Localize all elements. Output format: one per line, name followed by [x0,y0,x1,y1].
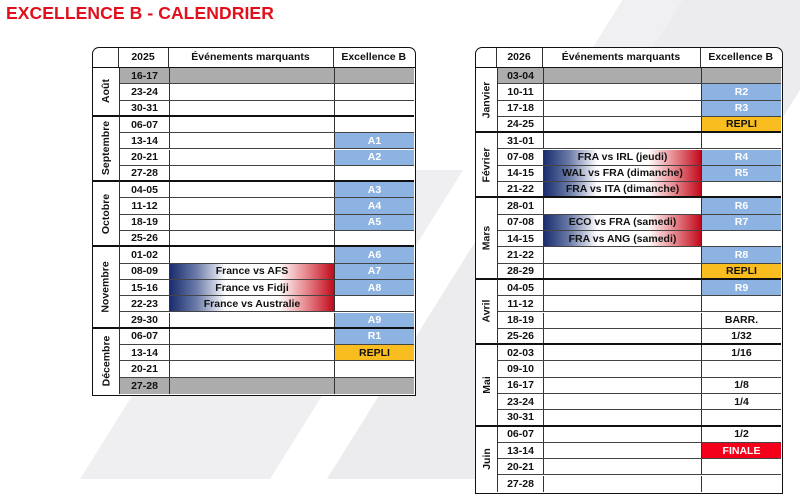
date-cell: 10-11 [498,84,544,99]
excellence-cell: 1/2 [734,428,749,441]
event-cell [544,345,702,360]
table-row [120,166,414,182]
date-cell: 13-14 [120,133,170,148]
month-label-avril [476,280,498,345]
calendar-2026 [475,47,783,494]
date-cell: 01-02 [120,247,170,262]
table-row [498,215,781,231]
excellence-cell [335,231,414,245]
table-row [498,394,781,410]
event-cell: France vs Fidji [170,280,335,295]
date-cell: 30-31 [120,101,170,115]
date-cell: 21-22 [498,182,544,196]
date-cell: 23-24 [120,84,170,99]
excellence-cell: R6 [702,198,781,213]
date-cell: 27-28 [120,378,170,394]
event-cell [544,198,702,213]
table-row [498,166,781,182]
excellence-cell: R8 [702,247,781,262]
table-row [498,329,781,345]
header-month-spacer [476,48,497,67]
table-row [120,329,414,345]
event-cell [544,84,702,99]
date-cell: 29-30 [120,313,170,327]
date-cell: 22-23 [120,296,170,311]
event-cell [544,427,702,442]
date-cell: 25-26 [498,329,544,343]
page-title: EXCELLENCE B - CALENDRIER [6,3,274,23]
date-cell: 06-07 [120,117,170,132]
table-row [120,313,414,329]
date-cell: 24-25 [498,117,544,131]
excellence-cell [702,459,781,474]
excellence-cell: REPLI [702,264,781,278]
table-row [120,345,414,361]
table-row [120,182,414,198]
date-cell: 11-12 [498,296,544,311]
excellence-cell: 1/32 [731,329,752,342]
excellence-cell: R5 [702,166,781,181]
date-cell: 08-09 [120,264,170,279]
date-cell: 27-28 [498,476,544,492]
table-row [120,68,414,84]
excellence-cell: 1/8 [734,379,749,392]
date-cell: 20-21 [120,361,170,376]
excellence-cell [702,410,781,424]
excellence-cell [335,68,414,83]
event-cell [544,313,702,328]
excellence-cell: BARR. [724,314,759,327]
event-cell [544,443,702,458]
event-cell [544,361,702,376]
event-cell [170,182,335,197]
excellence-cell: A4 [335,198,414,213]
table-row [498,443,781,459]
month-name: Novembre [100,261,113,313]
table-row [498,68,781,84]
date-cell: 21-22 [498,247,544,262]
event-cell [544,133,702,148]
table-row [498,427,781,443]
excellence-cell [702,361,781,376]
date-cell: 30-31 [498,410,544,424]
excellence-cell: A3 [335,182,414,197]
table-row [120,84,414,100]
table-row [120,280,414,296]
event-cell [170,329,335,344]
event-cell [170,68,335,83]
table-row [498,410,781,426]
month-name: Mars [480,225,493,251]
date-cell: 09-10 [498,361,544,376]
table-row [498,133,781,149]
excellence-cell: A5 [335,215,414,230]
month-name: Août [99,79,112,104]
header-year: 2026 [497,48,543,67]
month-name: Juin [480,448,493,470]
table-row [498,101,781,117]
event-cell [170,198,335,213]
date-cell: 23-24 [498,394,544,409]
date-cell: 13-14 [498,443,544,458]
event-cell: FRA vs IRL (jeudi) [544,150,702,165]
month-label-décembre [93,329,120,394]
excellence-cell: R4 [702,150,781,165]
table-row [498,476,781,492]
excellence-cell [335,361,414,376]
excellence-cell [335,166,414,180]
event-cell [544,68,702,83]
excellence-cell [335,378,414,394]
header-year: 2025 [119,48,169,67]
month-label-octobre [93,182,120,247]
excellence-cell: 1/16 [731,346,752,359]
date-cell: 03-04 [498,68,544,83]
excellence-cell [335,84,414,99]
event-cell [170,361,335,376]
event-cell [544,280,702,295]
table-row [120,264,414,280]
date-cell: 28-29 [498,264,544,278]
table-row [498,296,781,312]
month-label-mai [476,345,498,427]
month-name: Mai [480,376,493,394]
month-name: Février [480,147,493,183]
month-label-novembre [93,247,120,329]
excellence-cell [702,133,781,148]
event-cell [544,459,702,474]
table-row [498,247,781,263]
excellence-cell: A7 [335,264,414,279]
table-row [120,198,414,214]
event-cell [170,166,335,180]
header-excellence: Excellence B [708,51,774,64]
date-cell: 04-05 [120,182,170,197]
month-label-septembre [93,117,120,182]
excellence-cell: REPLI [335,345,414,360]
date-cell: 14-15 [498,231,544,246]
table-row [498,182,781,198]
calendar-2025 [92,47,416,396]
event-cell [170,231,335,245]
event-cell [544,329,702,343]
date-cell: 07-08 [498,150,544,165]
event-cell: FRA vs ANG (samedi) [544,231,702,246]
date-cell: 17-18 [498,101,544,116]
event-cell [170,247,335,262]
month-name: Septembre [100,121,112,176]
event-cell: France vs Australie [170,296,335,311]
date-cell: 16-17 [498,378,544,393]
excellence-cell: R2 [702,84,781,99]
table-row [498,280,781,296]
event-cell [544,394,702,409]
table-row [498,198,781,214]
event-cell [170,133,335,148]
event-cell [544,101,702,116]
table-body [475,67,783,494]
event-cell [170,84,335,99]
table-row [498,231,781,247]
event-cell [170,345,335,360]
month-name: Octobre [100,193,113,234]
date-cell: 20-21 [120,150,170,165]
date-cell: 15-16 [120,280,170,295]
date-cell: 18-19 [498,313,544,328]
excellence-cell: A8 [335,280,414,295]
table-row [120,133,414,149]
table-header [475,47,783,67]
header-month-spacer [93,48,119,67]
date-cell: 31-01 [498,133,544,148]
event-cell [170,378,335,394]
excellence-cell: FINALE [702,443,781,458]
table-row [498,84,781,100]
month-name: Janvier [480,81,493,118]
excellence-cell: 1/4 [734,395,749,408]
month-label-août [93,68,120,117]
date-cell: 02-03 [498,345,544,360]
table-row [120,215,414,231]
table-row [498,313,781,329]
table-row [120,296,414,312]
excellence-cell: R1 [335,329,414,344]
excellence-cell: REPLI [702,117,781,131]
excellence-cell [702,231,781,246]
event-cell [544,476,702,492]
header-excellence: Excellence B [341,51,407,64]
table-body [92,67,416,396]
month-label-février [476,133,498,198]
event-cell: France vs AFS [170,264,335,279]
event-cell [544,410,702,424]
excellence-cell [702,476,781,492]
event-cell [170,313,335,327]
table-row [498,459,781,475]
event-cell [170,117,335,132]
table-row [498,264,781,280]
excellence-cell [335,117,414,132]
date-cell: 25-26 [120,231,170,245]
month-label-janvier [476,68,498,133]
excellence-cell: A9 [335,313,414,327]
table-row [498,150,781,166]
table-row [120,150,414,166]
header-events: Événements marquants [543,48,701,67]
event-cell: WAL vs FRA (dimanche) [544,166,702,181]
date-cell: 07-08 [498,215,544,230]
excellence-cell [702,68,781,83]
excellence-cell: A6 [335,247,414,262]
excellence-cell [335,101,414,115]
date-cell: 20-21 [498,459,544,474]
event-cell [544,296,702,311]
header-events: Événements marquants [169,48,334,67]
date-cell: 06-07 [498,427,544,442]
date-cell: 13-14 [120,345,170,360]
table-row [498,345,781,361]
date-cell: 27-28 [120,166,170,180]
table-row [120,117,414,133]
date-cell: 11-12 [120,198,170,213]
table-row [498,378,781,394]
date-cell: 18-19 [120,215,170,230]
excellence-cell [702,182,781,196]
month-label-juin [476,427,498,492]
table-row [120,378,414,394]
excellence-cell [702,296,781,311]
excellence-cell: R3 [702,101,781,116]
month-name: Avril [480,300,493,323]
event-cell [544,264,702,278]
table-row [120,101,414,117]
excellence-cell [335,296,414,311]
table-row [120,247,414,263]
event-cell [170,101,335,115]
month-name: Décembre [100,336,112,387]
date-cell: 06-07 [120,329,170,344]
table-row [120,361,414,377]
excellence-cell: A1 [335,133,414,148]
excellence-cell: R9 [702,280,781,295]
event-cell [170,150,335,165]
event-cell [170,215,335,230]
table-row [498,361,781,377]
date-cell: 14-15 [498,166,544,181]
excellence-cell: R7 [702,215,781,230]
date-cell: 04-05 [498,280,544,295]
event-cell [544,117,702,131]
date-cell: 28-01 [498,198,544,213]
table-row [498,117,781,133]
event-cell: ECO vs FRA (samedi) [544,215,702,230]
excellence-cell: A2 [335,150,414,165]
event-cell [544,247,702,262]
event-cell [544,378,702,393]
table-header [92,47,416,67]
month-label-mars [476,198,498,280]
event-cell: FRA vs ITA (dimanche) [544,182,702,196]
date-cell: 16-17 [120,68,170,83]
table-row [120,231,414,247]
